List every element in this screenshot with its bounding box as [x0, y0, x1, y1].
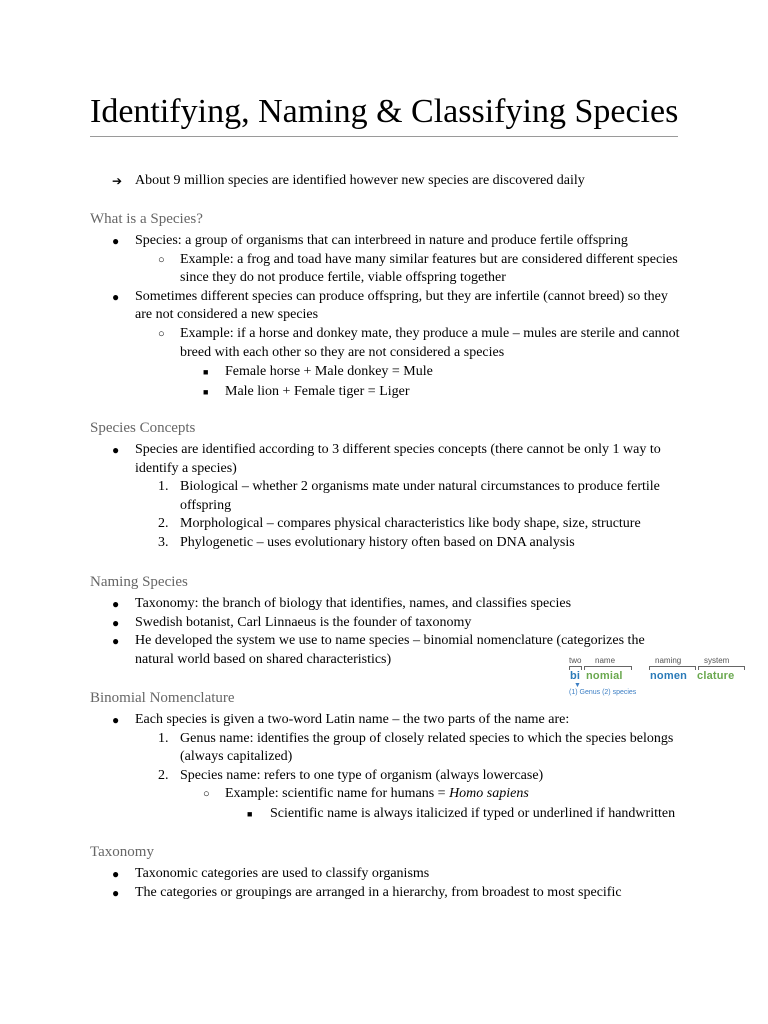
square-bullet-icon: ■ — [203, 367, 209, 378]
list-item: ● Each species is given a two-word Latin name – the two parts of the name are: — [90, 711, 680, 730]
heading-binomial-nomenclature: Binomial Nomenclature — [90, 690, 235, 706]
list-item: ● Taxonomic categories are used to classify organisms — [90, 865, 680, 884]
figure-label: name — [595, 656, 616, 665]
intro-item: ➔ About 9 million species are identified however new species are discovered daily — [90, 172, 680, 191]
list-item: ● Species: a group of organisms that can interbreed in nature and produce fertile offspring — [90, 232, 680, 251]
list-item: ● Species are identified according to 3 different species concepts (there cannot be only 1 way to identify a species) — [112, 442, 661, 476]
list-item: ● Taxonomy: the branch of biology that identifies, names, and classifies species — [90, 595, 680, 614]
item-number: 1. — [158, 730, 169, 746]
binomial-nomenclature-figure — [566, 656, 748, 700]
item-number: 3. — [158, 534, 169, 550]
title-divider — [90, 136, 678, 137]
square-bullet-icon: ■ — [203, 386, 209, 397]
binomial-list — [90, 711, 680, 824]
disc-bullet-icon: ● — [112, 289, 120, 304]
figure-label: two — [569, 656, 582, 665]
circle-bullet-icon: ○ — [158, 253, 165, 266]
square-bullet-icon: ■ — [247, 808, 253, 819]
figure-word: clature — [697, 670, 735, 682]
heading-naming-species: Naming Species — [90, 574, 188, 590]
item-number: 2. — [158, 516, 169, 532]
down-arrow-icon: ▼ — [574, 682, 581, 689]
figure-label: naming — [655, 656, 682, 665]
figure-footnote: (1) Genus (2) species — [569, 689, 637, 696]
disc-bullet-icon: ● — [112, 867, 120, 881]
figure-word: nomen — [650, 670, 688, 682]
list-item: ■ Scientific name is always italicized if typed or underlined if handwritten — [90, 805, 680, 824]
disc-bullet-icon: ● — [112, 443, 120, 457]
list-item: ● The categories or groupings are arranged in a hierarchy, from broadest to most specific — [90, 884, 680, 903]
circle-bullet-icon: ○ — [158, 327, 165, 340]
figure-label: system — [704, 656, 730, 665]
heading-taxonomy: Taxonomy — [90, 844, 154, 860]
document-title: Identifying, Naming & Classifying Species — [90, 93, 679, 130]
list-item: ● Swedish botanist, Carl Linnaeus is the founder of taxonomy — [90, 614, 680, 633]
item-number: 1. — [158, 479, 169, 495]
taxonomy-list — [90, 865, 680, 902]
numbered-item: 1. Genus name: identifies the group of closely related species to which the species belongs (always capitalized) — [158, 730, 674, 765]
disc-bullet-icon: ● — [112, 634, 120, 649]
list-item: ○ Example: a frog and toad have many similar features but are considered different species since they do not produce fertile, viable offspring together — [158, 251, 678, 286]
list-item: ■ Female horse + Male donkey = Mule — [90, 363, 680, 382]
arrow-bullet-icon: ➔ — [112, 174, 123, 188]
figure-word: bi — [570, 670, 581, 682]
disc-bullet-icon: ● — [112, 597, 120, 611]
circle-bullet-icon: ○ — [203, 788, 210, 801]
numbered-item: 2. Species name: refers to one type of organism (always lowercase) — [90, 767, 680, 786]
list-item: ■ Male lion + Female tiger = Liger — [90, 383, 680, 402]
species-concepts-list — [90, 441, 680, 553]
list-item: ○ Example: scientific name for humans = Homo sapiens — [90, 785, 680, 804]
numbered-item: 3. Phylogenetic – uses evolutionary history often based on DNA analysis — [90, 534, 680, 553]
heading-species-concepts: Species Concepts — [90, 420, 196, 436]
list-item: ○ Example: if a horse and donkey mate, they produce a mule – mules are sterile and cannot breed with each other so they are not considered a species — [158, 325, 680, 360]
disc-bullet-icon: ● — [112, 885, 120, 900]
heading-what-is-species: What is a Species? — [90, 211, 203, 227]
scientific-name: Homo sapiens — [449, 786, 529, 802]
numbered-item: 1. Biological – whether 2 organisms mate under natural circumstances to produce fertile offspring — [158, 479, 660, 513]
figure-word: nomial — [586, 670, 623, 682]
list-item: ● Sometimes different species can produce offspring, but they are infertile (cannot breed) so they are not considered a new species — [112, 288, 668, 323]
what-is-species-list — [90, 232, 680, 401]
numbered-item: 2. Morphological – compares physical characteristics like body shape, size, structure — [90, 515, 680, 534]
disc-bullet-icon: ● — [112, 234, 120, 248]
disc-bullet-icon: ● — [112, 713, 120, 727]
list-item: ● He developed the system we use to name species – binomial nomenclature (categorizes the natural world based on shared characteristics) — [112, 633, 645, 667]
item-number: 2. — [158, 767, 169, 783]
disc-bullet-icon: ● — [112, 615, 120, 630]
intro-block — [90, 172, 680, 191]
